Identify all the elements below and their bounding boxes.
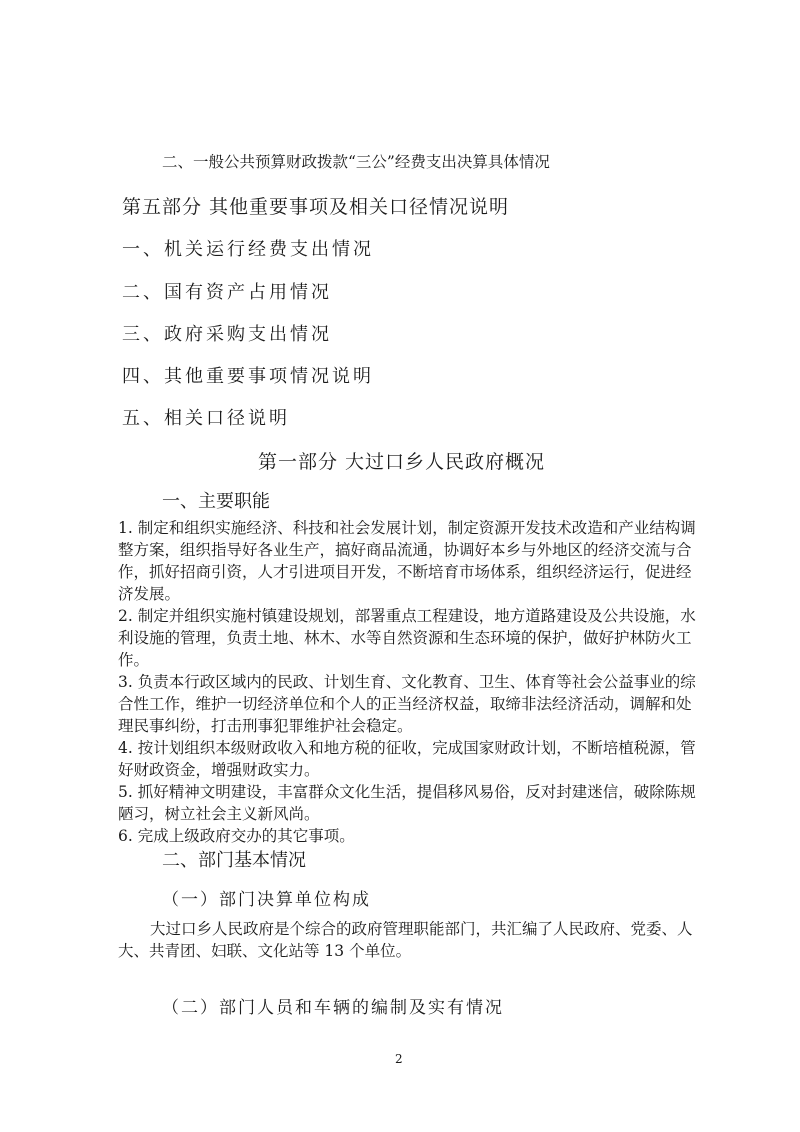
toc-item-1: 一、机关运行经费支出情况	[122, 239, 374, 260]
toc-item-2: 二、国有资产占用情况	[122, 282, 332, 303]
toc-line-threepublic: 二、一般公共预算财政拨款“三公”经费支出决算具体情况	[162, 153, 550, 171]
toc-item-3: 三、政府采购支出情况	[122, 324, 332, 345]
units-paragraph: 大过口乡人民政府是个综合的政府管理职能部门，共汇编了人民政府、党委、人 大、共青团、妇联、文化站等 13 个单位。	[118, 920, 693, 960]
subsection-units-title: （一）部门决算单位构成	[162, 890, 371, 910]
part1-title: 第一部分 大过口乡人民政府概况	[258, 451, 546, 473]
page-number: 2	[395, 1052, 403, 1066]
duty-item-2: 2. 制定并组织实施村镇建设规划，部署重点工程建设，地方道路建设及公共设施，水 利设施的管理，负责土地、林木、水等自然资源和生态环境的保护，做好护林防火工 作。	[118, 607, 696, 669]
toc-item-5: 五、相关口径说明	[122, 408, 290, 429]
duty-item-1: 1. 制定和组织实施经济、科技和社会发展计划，制定资源开发技术改造和产业结构调 整方案，组织指导好各业生产，搞好商品流通，协调好本乡与外地区的经济交流与合 作，抓好招商引资，人才引进项目开发，不断培育市场体系，组织经济运行，促进经 济发展。	[118, 519, 696, 603]
section-basic-info-title: 二、部门基本情况	[162, 850, 306, 871]
section-main-duties-title: 一、主要职能	[162, 491, 270, 512]
subsection-staff-vehicles-title: （二）部门人员和车辆的编制及实有情况	[162, 998, 504, 1018]
toc-item-4: 四、其他重要事项情况说明	[122, 366, 374, 387]
duties-list	[118, 517, 718, 847]
duty-item-5: 5. 抓好精神文明建设，丰富群众文化生活，提倡移风易俗，反对封建迷信，破除陈规 陋习，树立社会主义新风尚。	[118, 783, 696, 823]
duty-item-4: 4. 按计划组织本级财政收入和地方税的征收，完成国家财政计划，不断培植税源，管 好财政资金，增强财政实力。	[118, 739, 696, 779]
duty-item-6: 6. 完成上级政府交办的其它事项。	[118, 827, 355, 845]
duty-item-3: 3. 负责本行政区域内的民政、计划生育、文化教育、卫生、体育等社会公益事业的综 合性工作，维护一切经济单位和个人的正当经济权益，取缔非法经济活动，调解和处 理民事纠纷，打击刑事犯罪维护社会稳定。	[118, 673, 696, 735]
toc-part5-heading: 第五部分 其他重要事项及相关口径情况说明	[122, 196, 510, 218]
